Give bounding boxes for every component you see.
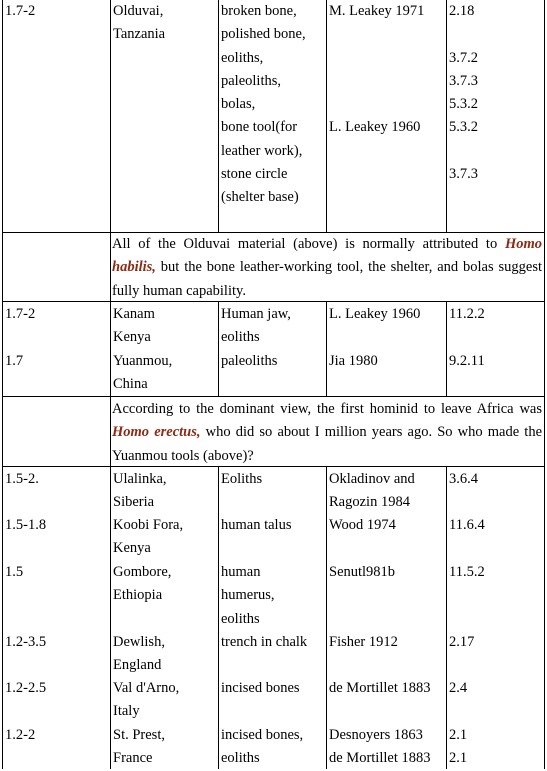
commentary-note <box>112 398 542 468</box>
table-right-border <box>544 0 545 769</box>
material-cell: trench in chalk <box>221 634 308 650</box>
reference-cell: Desnoyers 1863 de Mortillet 1883 <box>329 727 431 767</box>
column-divider-4c <box>446 466 447 769</box>
section-cell: 11.6.4 <box>449 517 485 533</box>
material-cell: human humerus, eoliths <box>221 564 275 627</box>
column-divider-3c <box>326 466 327 769</box>
reference-cell: Wood 1974 <box>329 517 396 533</box>
date-cell: 1.5 <box>5 564 24 580</box>
reference-cell: de Mortillet 1883 <box>329 680 431 696</box>
species-name: Homo habilis, <box>112 236 542 276</box>
reference-cell: Okladinov and Ragozin 1984 <box>329 471 415 511</box>
site-cell: St. Prest, France <box>113 727 165 767</box>
material-cell: Human jaw, eoliths paleoliths <box>221 306 291 369</box>
material-cell: incised bones, eoliths <box>221 727 304 767</box>
site-cell: Olduvai, Tanzania <box>113 3 166 43</box>
site-cell: Gombore, Ethiopia <box>113 564 172 604</box>
date-cell: 1.5-1.8 <box>5 517 47 533</box>
note-text: but the bone leather-working tool, the shelter, and bolas suggest fully human capability. <box>112 259 542 299</box>
site-cell: Dewlish, England <box>113 634 165 674</box>
note-text: According to the dominant view, the first hominid to leave Africa was <box>112 401 542 417</box>
site-cell: Koobi Fora, Kenya <box>113 517 184 557</box>
note-text: All of the Olduvai material (above) is normally attributed to <box>112 236 505 252</box>
column-divider-3 <box>326 0 327 232</box>
table-left-border <box>2 0 3 769</box>
column-divider-2c <box>218 466 219 769</box>
date-cell: 1.5-2. <box>5 471 39 487</box>
section-cell: 2.18 3.7.2 3.7.3 5.3.2 5.3.2 3.7.3 <box>449 3 478 183</box>
section-cell: 3.6.4 <box>449 471 478 487</box>
date-cell: 1.2-2.5 <box>5 680 47 696</box>
reference-cell: Fisher 1912 <box>329 634 398 650</box>
material-cell: broken bone, polished bone, eoliths, paleoliths, bolas, bone tool(for leather work), stone circle (shelter base) <box>221 3 306 206</box>
material-cell: human talus <box>221 517 292 533</box>
column-divider-2 <box>218 0 219 232</box>
site-cell: Ulalinka, Siberia <box>113 471 167 511</box>
reference-cell: M. Leakey 1971 L. Leakey 1960 <box>329 3 425 136</box>
row-divider <box>2 396 545 397</box>
date-cell: 1.7-2 <box>5 3 36 19</box>
column-divider-1 <box>110 0 111 769</box>
column-divider-4 <box>446 0 447 232</box>
section-cell: 2.1 2.1 <box>449 727 468 767</box>
material-cell: incised bones <box>221 680 300 696</box>
reference-cell: L. Leakey 1960 Jia 1980 <box>329 306 421 369</box>
date-cell: 1.2-3.5 <box>5 634 47 650</box>
commentary-note <box>112 233 542 303</box>
section-cell: 11.5.2 <box>449 564 485 580</box>
material-cell: Eoliths <box>221 471 263 487</box>
column-divider-2b <box>218 301 219 396</box>
section-cell: 2.4 <box>449 680 468 696</box>
section-cell: 11.2.2 9.2.11 <box>449 306 485 369</box>
note-text: who did so about I million years ago. So who made the Yuanmou tools (above)? <box>112 424 542 464</box>
column-divider-3b <box>326 301 327 396</box>
reference-cell: Senutl981b <box>329 564 396 580</box>
section-cell: 2.17 <box>449 634 475 650</box>
species-name: Homo erectus, <box>112 424 201 441</box>
site-cell: Kanam Kenya Yuanmou, China <box>113 306 173 392</box>
column-divider-4b <box>446 301 447 396</box>
site-cell: Val d'Arno, Italy <box>113 680 180 720</box>
date-cell: 1.2-2 <box>5 727 36 743</box>
date-cell: 1.7-2 1.7 <box>5 306 36 369</box>
